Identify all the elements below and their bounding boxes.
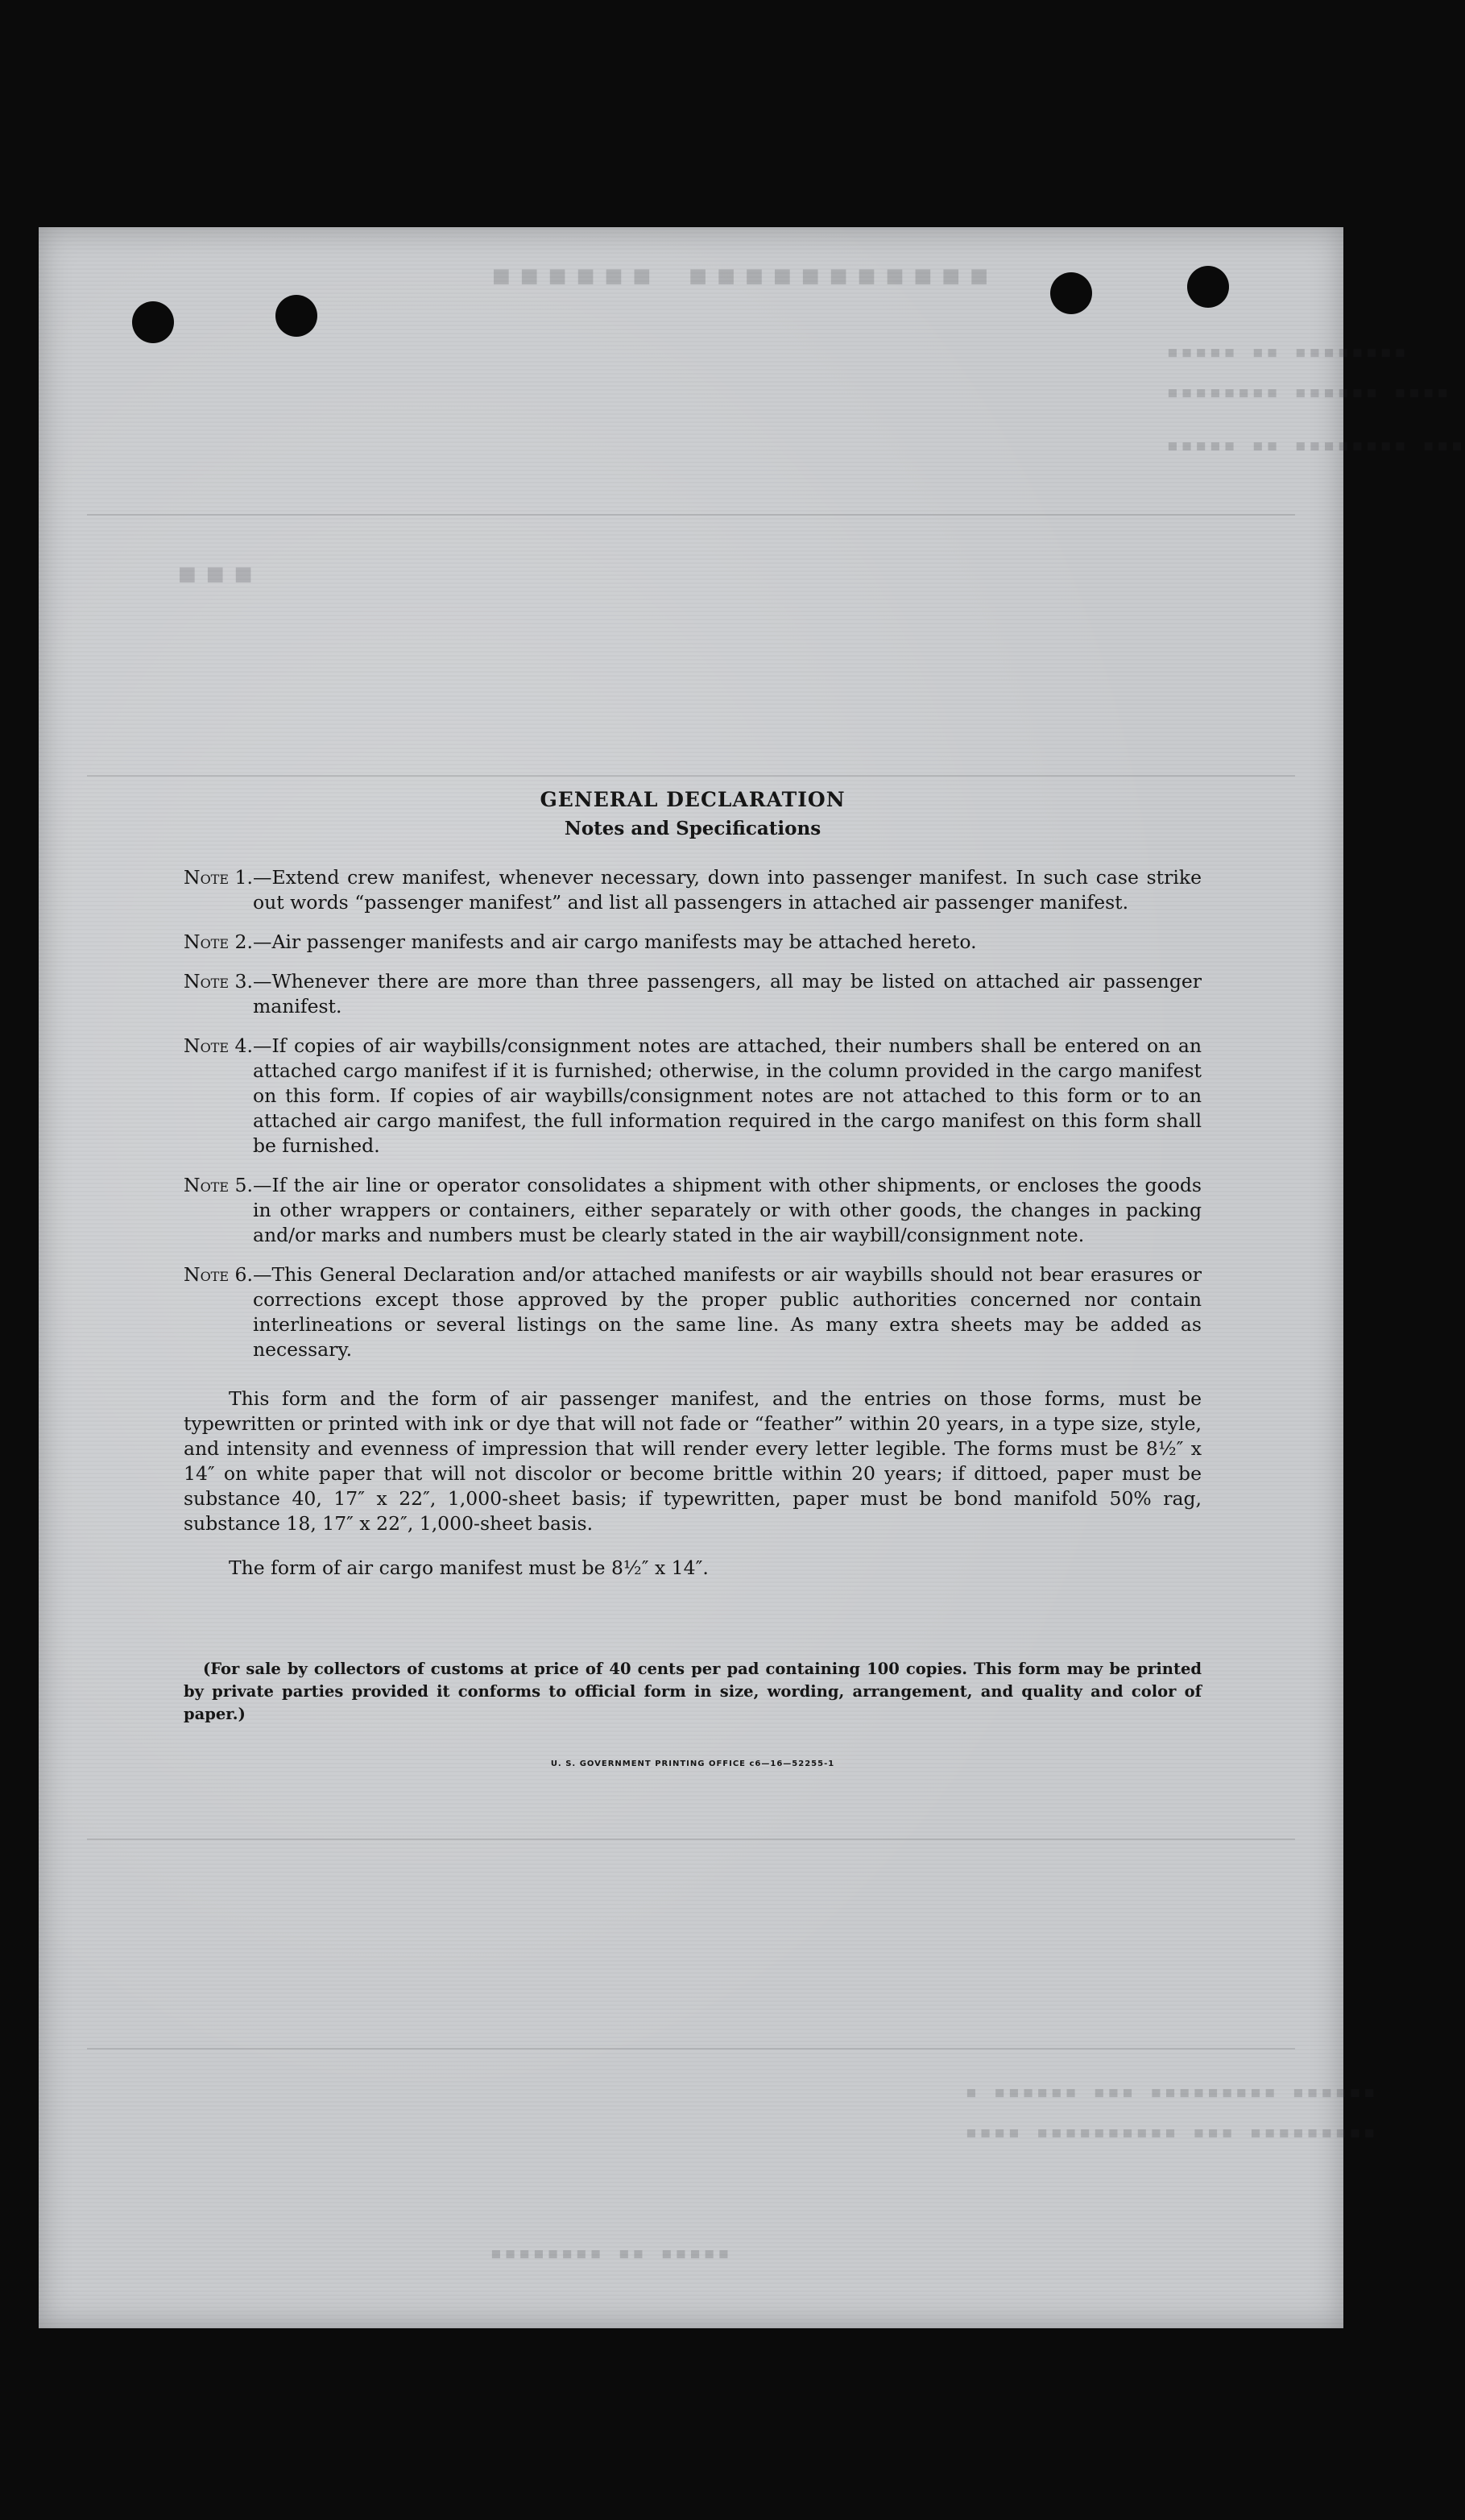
note-6 (184, 1262, 1202, 1362)
bleed-through-text: ▪▪▪▪▪▪▪▪ ▪▪▪▪▪▪ ▪▪▪▪ (1166, 380, 1451, 404)
note-text: —If the air line or operator consolidates a shipment with other shipments, or encloses the goods in other wrappers or containers, either separately or with other goods, the changes in packing and/or marks and numbers must be clearly stated in the air waybill/consignment note. (252, 1174, 1202, 1246)
form-specification-paragraph: This form and the form of air passenger manifest, and the entries on those forms, must be typewritten or printed with ink or dye that will not fade or “feather” within 20 years, in a type size, style, and intensity and evenness of impression that will render every letter legible. The forms must be 8½″ x 14″ on white paper that will not discolor or become brittle within 20 years; if dittoed, paper must be substance 40, 17″ x 22″, 1,000-sheet basis; if typewritten, paper must be bond manifold 50% rag, substance 18, 17″ x 22″, 1,000-sheet basis. (184, 1387, 1202, 1535)
note-label: Note 5. (184, 1174, 253, 1196)
bleed-through-text: ▪▪▪ (176, 549, 260, 595)
note-5 (184, 1173, 1202, 1248)
punch-hole (1050, 272, 1092, 314)
printing-office-imprint: U. S. GOVERNMENT PRINTING OFFICE c6—16—52255-1 (550, 1759, 835, 1768)
bleed-through-text: ▪▪▪▪▪▪▪▪ ▪▪ ▪▪▪▪▪ (490, 2241, 732, 2265)
cargo-manifest-size-line: The form of air cargo manifest must be 8½″ x 14″. (229, 1556, 709, 1579)
bleed-through-text: ▪▪▪▪▪ ▪▪ ▪▪▪▪▪▪▪▪ (1166, 340, 1409, 364)
note-3 (184, 969, 1202, 1019)
bleed-through-text: ▪▪▪▪ ▪▪▪▪▪▪▪▪▪▪ ▪▪▪ ▪▪▪▪▪▪▪▪▪ (965, 2120, 1377, 2145)
bleed-through-line (87, 1838, 1295, 1840)
punch-hole (1187, 266, 1229, 308)
bleed-through-text: ▪ ▪▪▪▪▪▪ ▪▪▪ ▪▪▪▪▪▪▪▪▪ ▪▪▪▪▪▪ (965, 2080, 1377, 2104)
note-label: Note 6. (184, 1263, 253, 1286)
bleed-through-text: ▪▪▪▪▪ ▪▪ ▪▪▪▪▪▪▪▪ ▪▪▪ (1166, 433, 1465, 458)
note-text: —This General Declaration and/or attached manifests or air waybills should not bear erasures or corrections except those approved by the proper public authorities concerned nor contain interlineations or several listings on the same line. As many extra sheets may be added as necessary. (252, 1263, 1202, 1361)
note-label: Note 3. (184, 970, 253, 993)
punch-hole (132, 301, 174, 343)
page-title: GENERAL DECLARATION (540, 788, 846, 811)
note-label: Note 2. (184, 930, 253, 953)
note-2 (184, 930, 1202, 955)
page-subtitle: Notes and Specifications (564, 818, 821, 839)
note-4 (184, 1034, 1202, 1158)
note-label: Note 1. (184, 866, 253, 889)
note-text: —If copies of air waybills/consignment notes are attached, their numbers shall be entered on an attached cargo manifest if it is furnished; otherwise, in the column provided in the cargo manifest on this form. If copies of air waybills/consignment notes are not attached to this form or to an attached air cargo manifest, the full information required in the cargo manifest on this form shall be furnished. (252, 1034, 1202, 1157)
note-text: —Air passenger manifests and air cargo manifests may be attached hereto. (252, 930, 977, 953)
bleed-through-text: ▪▪▪▪▪▪ ▪▪▪▪▪▪▪▪▪▪▪ (490, 251, 996, 296)
declaration-notes (184, 788, 1202, 1776)
note-label: Note 4. (184, 1034, 253, 1057)
sale-notice: (For sale by collectors of customs at price of 40 cents per pad containing 100 copies. This form may be printed by private parties provided it conforms to official form in size, wording, arrangement, and quality and color of paper.) (184, 1659, 1202, 1723)
bleed-through-line (87, 2048, 1295, 2050)
bleed-through-line (87, 775, 1295, 777)
punch-hole (275, 295, 317, 337)
note-1 (184, 865, 1202, 915)
bleed-through-line (87, 514, 1295, 516)
note-text: —Extend crew manifest, whenever necessary, down into passenger manifest. In such case strike out words “passenger manifest” and list all passengers in attached air passenger manifest. (252, 866, 1202, 914)
note-text: —Whenever there are more than three passengers, all may be listed on attached air passenger manifest. (252, 970, 1202, 1018)
